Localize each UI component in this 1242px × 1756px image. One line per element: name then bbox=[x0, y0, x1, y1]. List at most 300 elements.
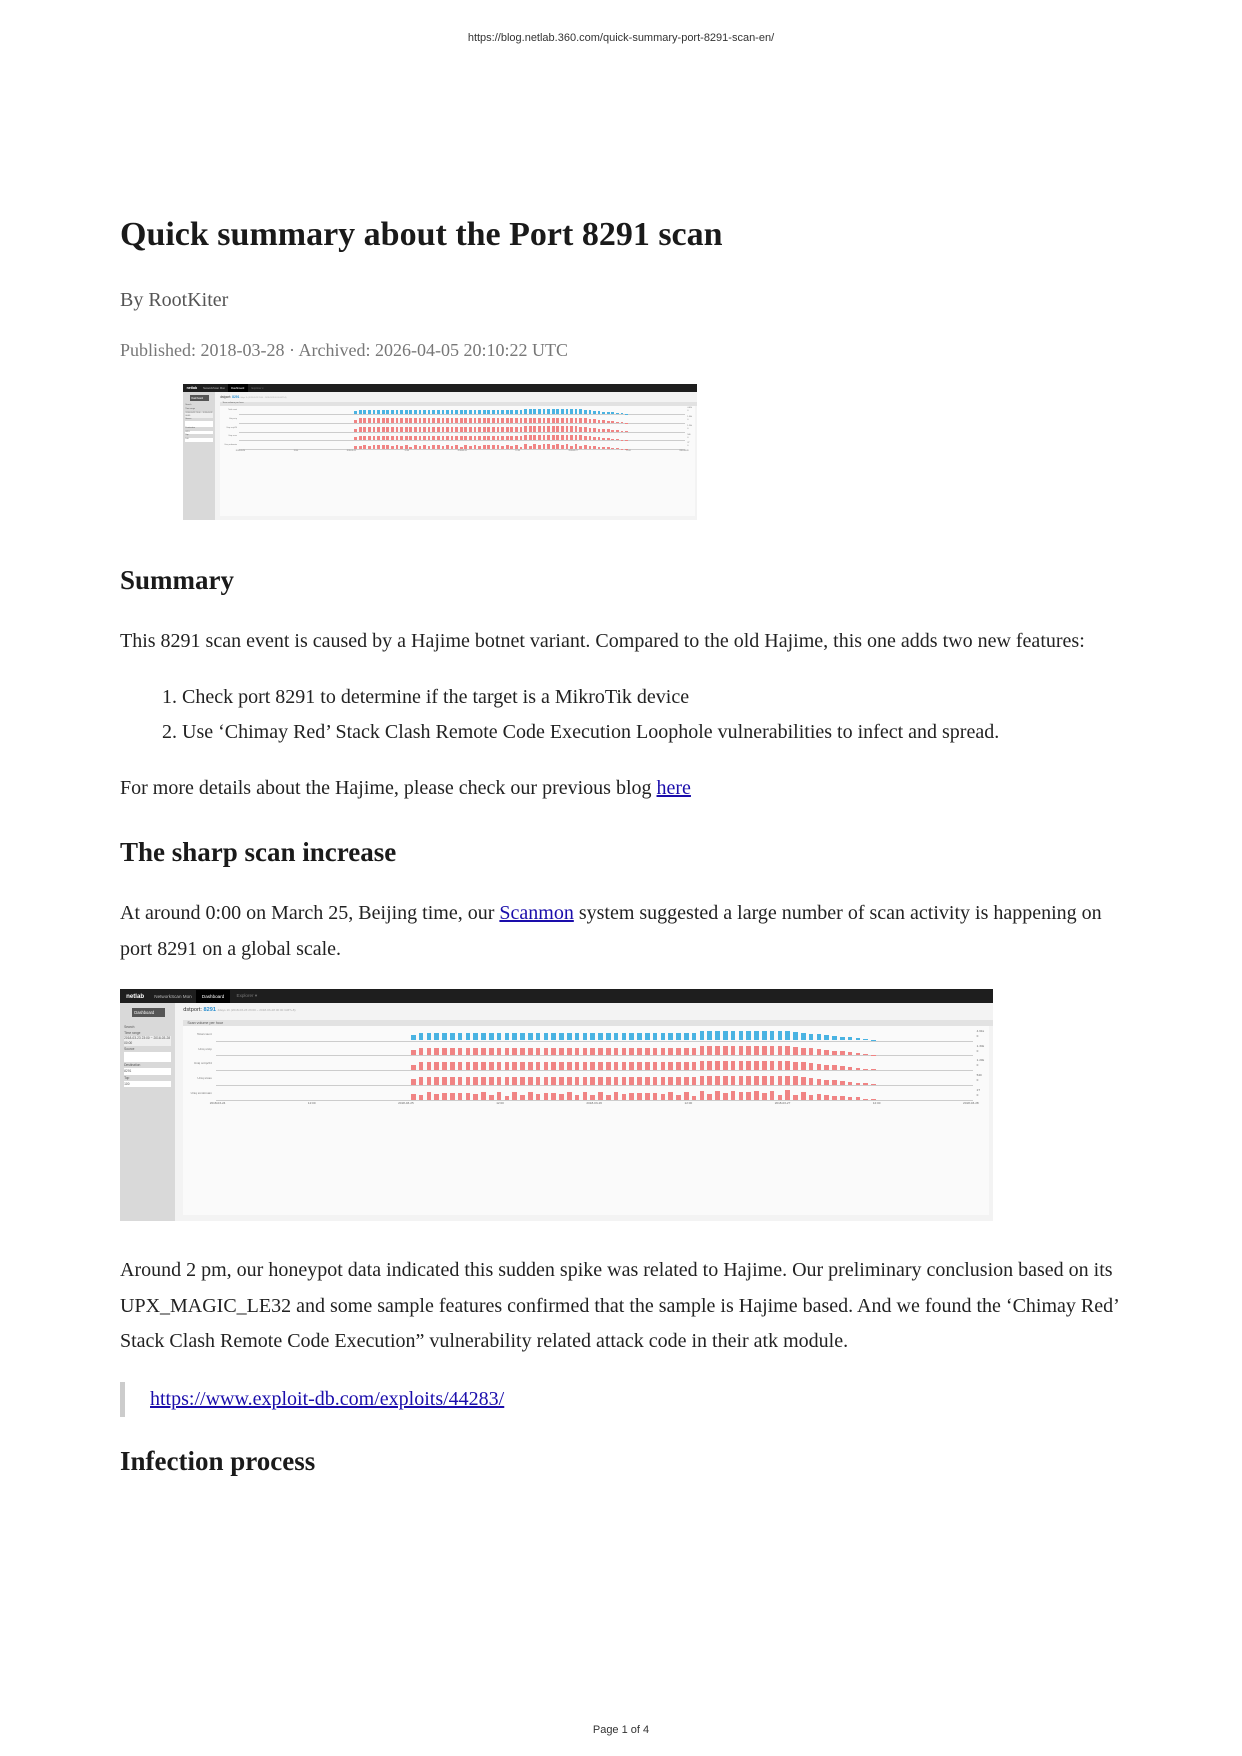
chart-bar bbox=[538, 426, 541, 431]
chart-bar bbox=[446, 418, 449, 423]
chart-bar bbox=[566, 409, 569, 414]
row-min: 0 bbox=[687, 436, 689, 439]
chart-bar bbox=[840, 1037, 845, 1041]
top-value: 100 bbox=[124, 1081, 171, 1087]
chart-bar bbox=[606, 1062, 611, 1070]
chart-bar bbox=[793, 1062, 798, 1070]
chart-bar bbox=[778, 1031, 783, 1040]
chart-bar bbox=[528, 1033, 533, 1041]
chart-bar bbox=[614, 1048, 619, 1056]
chart-bar bbox=[715, 1061, 720, 1070]
chart-bar bbox=[474, 436, 477, 441]
chart-bar bbox=[528, 1092, 533, 1099]
chart-bar bbox=[653, 1077, 658, 1085]
chart-bar bbox=[510, 446, 513, 449]
chart-bar bbox=[584, 427, 587, 432]
row-label: Uniq srcip bbox=[228, 417, 237, 420]
chart-bar bbox=[593, 411, 596, 415]
chart-bar bbox=[505, 1096, 510, 1100]
chart-bar bbox=[762, 1046, 767, 1055]
chart-bar bbox=[446, 436, 449, 441]
chart-bar bbox=[715, 1091, 720, 1100]
chart-bar bbox=[427, 1048, 432, 1056]
chart-bar bbox=[848, 1052, 853, 1055]
chart-bar bbox=[700, 1091, 705, 1100]
chart-bar bbox=[778, 1061, 783, 1070]
chart-bar bbox=[544, 1093, 549, 1100]
row-min: 0 bbox=[687, 427, 689, 430]
chart-bar bbox=[871, 1040, 876, 1041]
page-url: https://blog.netlab.360.com/quick-summary-port-8291-scan-en/ bbox=[467, 32, 775, 44]
chart-bar bbox=[570, 435, 573, 440]
chart-bar bbox=[489, 1095, 494, 1100]
chart-bar bbox=[538, 445, 541, 449]
chart-bar bbox=[464, 410, 467, 415]
chart-bar bbox=[778, 1076, 783, 1085]
chart-bar bbox=[359, 410, 362, 415]
chart-bar bbox=[437, 445, 440, 449]
chart-bar bbox=[512, 1048, 517, 1056]
chart-bar bbox=[505, 1062, 510, 1070]
chart-bar bbox=[746, 1076, 751, 1085]
chart-bar bbox=[520, 1077, 525, 1085]
chart-bar bbox=[559, 1094, 564, 1100]
chart-bar bbox=[723, 1093, 728, 1100]
chart-bar bbox=[566, 435, 569, 440]
chart-bar bbox=[515, 418, 518, 423]
chart-bar bbox=[538, 418, 541, 423]
chart-bar bbox=[396, 436, 399, 441]
chart-bar bbox=[391, 427, 394, 432]
chart-bar bbox=[614, 1077, 619, 1085]
chart-bar bbox=[809, 1063, 814, 1070]
chart-bar bbox=[411, 1079, 416, 1084]
chart-bar bbox=[621, 431, 624, 432]
chart-bar bbox=[363, 427, 366, 432]
chart-bar bbox=[552, 426, 555, 431]
chart-bar bbox=[793, 1032, 798, 1040]
destination-value: 8291 bbox=[124, 1068, 171, 1074]
chart-bar bbox=[478, 446, 481, 449]
chart-bar bbox=[785, 1046, 790, 1055]
row-max: 1.34k bbox=[687, 416, 692, 419]
chart-bar bbox=[405, 418, 408, 423]
chart-bar bbox=[824, 1050, 829, 1055]
chart-bar bbox=[801, 1092, 806, 1100]
chart-bar bbox=[583, 1062, 588, 1070]
top-label: Top bbox=[185, 434, 189, 437]
chart-bar bbox=[512, 1062, 517, 1070]
chart-bar bbox=[520, 427, 523, 432]
chart-bar bbox=[590, 1033, 595, 1041]
x-tick: 2018-03-27 bbox=[774, 1100, 791, 1105]
chart-bar bbox=[506, 418, 509, 423]
row-label: Total count bbox=[228, 409, 237, 412]
chart-bar bbox=[411, 1050, 416, 1055]
chart-bar bbox=[497, 427, 500, 432]
chart-bar bbox=[559, 1062, 564, 1070]
chart-bar bbox=[575, 418, 578, 423]
chart-bar bbox=[359, 446, 362, 449]
chart-bar bbox=[607, 438, 610, 440]
chart-bar bbox=[559, 1077, 564, 1085]
chart-bar bbox=[391, 436, 394, 441]
row-max: 1.20k bbox=[976, 1058, 985, 1063]
x-tick: 2018-03-27 bbox=[568, 449, 578, 452]
chart-bar bbox=[637, 1062, 642, 1070]
chart-bar bbox=[455, 418, 458, 423]
chart-bar bbox=[442, 436, 445, 441]
chart-bar bbox=[363, 436, 366, 441]
chart-bar bbox=[506, 427, 509, 432]
row-max: 540 bbox=[976, 1073, 982, 1078]
chart-bar bbox=[561, 426, 564, 431]
chart-bar bbox=[832, 1051, 837, 1056]
features-list bbox=[120, 680, 1120, 751]
chart-bar bbox=[611, 421, 614, 423]
chart-bar bbox=[451, 446, 454, 449]
chart-bar bbox=[579, 409, 582, 414]
chart-bar bbox=[606, 1095, 611, 1100]
chart-bar bbox=[707, 1061, 712, 1070]
chart-bar bbox=[419, 446, 422, 449]
chart-bar bbox=[575, 1048, 580, 1056]
chart-bar bbox=[386, 410, 389, 415]
chart-bar bbox=[432, 436, 435, 441]
chart-bar bbox=[473, 1077, 478, 1085]
chart-bar bbox=[524, 435, 527, 440]
chart-bar bbox=[533, 426, 536, 431]
chart-bar bbox=[700, 1061, 705, 1070]
chart-bar bbox=[575, 1077, 580, 1085]
x-axis-ticks bbox=[236, 450, 689, 452]
chart-bar bbox=[824, 1035, 829, 1040]
chart-bar bbox=[614, 1033, 619, 1041]
article-title: Quick summary about the Port 8291 scan bbox=[120, 216, 723, 253]
feature-item: 2. Use ‘Chimay Red’ Stack Clash Remote Code Execution Loophole vulnerabilities to infect and spread. bbox=[182, 715, 1120, 751]
chart-bar bbox=[551, 1048, 556, 1056]
chart-bar bbox=[400, 436, 403, 441]
chart-bar bbox=[497, 1077, 502, 1085]
chart-bar bbox=[423, 410, 426, 415]
chart-bar bbox=[801, 1077, 806, 1085]
netlab-logo: netlab bbox=[126, 992, 145, 1000]
chart-bar bbox=[616, 422, 619, 423]
chart-bar bbox=[520, 410, 523, 415]
chart-bar bbox=[579, 427, 582, 432]
chart-bar bbox=[731, 1061, 736, 1070]
title-prefix: dstport: bbox=[183, 1007, 204, 1014]
chart-bar bbox=[544, 1062, 549, 1070]
chart-bar bbox=[451, 418, 454, 423]
x-axis-ticks bbox=[210, 1101, 979, 1105]
nav-dashboard: Dashboard bbox=[196, 990, 231, 1003]
chart-bar bbox=[583, 1077, 588, 1085]
chart-bar bbox=[848, 1082, 853, 1085]
chart-bar bbox=[501, 427, 504, 432]
chart-bar bbox=[593, 428, 596, 432]
chart-bar bbox=[469, 446, 472, 449]
chart-bar bbox=[474, 418, 477, 423]
chart-bar bbox=[593, 437, 596, 441]
byline: By RootKiter bbox=[120, 289, 229, 311]
chart-bar bbox=[637, 1077, 642, 1085]
chart-bar bbox=[520, 1062, 525, 1070]
chart-bar bbox=[497, 1048, 502, 1056]
chart-bar bbox=[489, 1077, 494, 1085]
x-tick: 2018-03-28 bbox=[963, 1100, 979, 1105]
chart-bar bbox=[817, 1094, 822, 1100]
chart-bar bbox=[584, 410, 587, 415]
chart-bar bbox=[561, 418, 564, 423]
chart-bar bbox=[770, 1091, 775, 1100]
back-dashboard-button: Dashboard bbox=[132, 1008, 165, 1017]
chart-bar bbox=[382, 436, 385, 441]
chart-bar bbox=[483, 445, 486, 449]
chart-bar bbox=[396, 445, 399, 449]
chart-bar bbox=[377, 436, 380, 441]
chart-bar bbox=[437, 410, 440, 415]
chart-bar bbox=[501, 436, 504, 441]
chart-bar bbox=[524, 418, 527, 423]
chart-bar bbox=[505, 1048, 510, 1056]
chart-bar bbox=[423, 445, 426, 449]
chart-bar bbox=[419, 1095, 424, 1100]
chart-bar bbox=[455, 427, 458, 432]
destination-label: Destination bbox=[124, 1063, 141, 1068]
chart-bar bbox=[556, 409, 559, 414]
chart-bar bbox=[363, 410, 366, 415]
chart-bar bbox=[575, 1095, 580, 1100]
chart-bar bbox=[487, 410, 490, 415]
x-tick: 2018-03-24 bbox=[209, 1100, 226, 1105]
row-label: Total count bbox=[197, 1031, 212, 1036]
chart-bar bbox=[533, 418, 536, 423]
chart-bar bbox=[510, 418, 513, 423]
chart-bar bbox=[483, 410, 486, 415]
chart-bar bbox=[487, 418, 490, 423]
chart-bar bbox=[661, 1077, 666, 1085]
chart-bar bbox=[739, 1092, 744, 1100]
chart-bar bbox=[598, 437, 601, 440]
here-link[interactable]: here bbox=[656, 776, 691, 799]
chart-bar bbox=[746, 1092, 751, 1099]
page-number: Page 1 of 4 bbox=[592, 1724, 650, 1736]
chart-bar bbox=[473, 1094, 478, 1100]
row-min: 0 bbox=[687, 419, 689, 422]
chart-bar bbox=[739, 1061, 744, 1070]
chart-bar bbox=[668, 1062, 673, 1070]
source-label: Source bbox=[124, 1046, 135, 1051]
row-label: Uniq srcip bbox=[198, 1046, 212, 1051]
chart-bar bbox=[731, 1091, 736, 1099]
chart-bar bbox=[645, 1048, 650, 1056]
chart-bar bbox=[598, 447, 601, 450]
chart-bar bbox=[515, 410, 518, 415]
chart-bar bbox=[455, 436, 458, 441]
chart-bar bbox=[382, 445, 385, 449]
chart-bar bbox=[409, 436, 412, 441]
chart-bar bbox=[566, 444, 569, 449]
chart-bar bbox=[551, 1077, 556, 1085]
chart-bar bbox=[598, 429, 601, 432]
chart-bar bbox=[458, 1048, 463, 1056]
chart-bar bbox=[442, 446, 445, 450]
chart-bar bbox=[432, 445, 435, 449]
chart-bar bbox=[559, 1033, 564, 1041]
search-label: Search bbox=[124, 1024, 135, 1029]
chart-bar bbox=[622, 1033, 627, 1041]
scanmon-screenshot-small bbox=[183, 384, 697, 520]
chart-bar bbox=[419, 410, 422, 415]
chart-bar bbox=[377, 445, 380, 449]
chart-bar bbox=[478, 410, 481, 415]
chart-bar bbox=[723, 1031, 728, 1040]
chart-bar bbox=[469, 436, 472, 441]
time-range-label: Time range bbox=[124, 1030, 141, 1035]
chart-bar bbox=[856, 1053, 861, 1055]
x-tick: 12:00 bbox=[307, 1100, 316, 1105]
chart-bar bbox=[510, 410, 513, 415]
chart-bar bbox=[442, 1093, 447, 1100]
chart-bar bbox=[466, 1062, 471, 1070]
chart-bar bbox=[570, 446, 573, 449]
exploit-db-link[interactable]: https://www.exploit-db.com/exploits/44283/ bbox=[150, 1387, 505, 1410]
summary-heading: Summary bbox=[120, 565, 234, 595]
more-details-text: For more details about the Hajime, please check our previous blog bbox=[120, 776, 657, 799]
chart-bar bbox=[437, 436, 440, 441]
chart-bar bbox=[533, 409, 536, 414]
chart-bar bbox=[579, 418, 582, 423]
chart-bar bbox=[427, 1092, 432, 1100]
row-max: 540 bbox=[687, 433, 691, 436]
chart-bar bbox=[481, 1033, 486, 1041]
scanmon-screenshot bbox=[120, 989, 993, 1221]
chart-bar bbox=[762, 1031, 767, 1040]
chart-bar bbox=[543, 426, 546, 431]
chart-bar bbox=[863, 1039, 868, 1041]
nav-dashboard: Dashboard bbox=[228, 384, 248, 392]
row-min: 0 bbox=[976, 1048, 979, 1053]
chart-bar bbox=[817, 1064, 822, 1070]
chart-bar bbox=[446, 427, 449, 432]
chart-bar bbox=[622, 1094, 627, 1100]
chart-bar bbox=[529, 418, 532, 423]
chart-bar bbox=[506, 436, 509, 441]
chart-bar bbox=[731, 1046, 736, 1055]
chart-bar bbox=[524, 444, 527, 449]
scanmon-link[interactable]: Scanmon bbox=[499, 902, 574, 924]
chart-bar bbox=[536, 1048, 541, 1056]
chart-bar bbox=[400, 410, 403, 415]
chart-bar bbox=[481, 1048, 486, 1056]
chart-bar bbox=[492, 410, 495, 415]
chart-bar bbox=[583, 1092, 588, 1100]
chart-bar bbox=[419, 1062, 424, 1070]
chart-bar bbox=[423, 418, 426, 423]
chart-bar bbox=[570, 426, 573, 431]
chart-bar bbox=[707, 1094, 712, 1100]
chart-bar bbox=[653, 1093, 658, 1100]
x-tick: 2018-03-26 bbox=[457, 449, 467, 452]
chart-bar bbox=[817, 1049, 822, 1055]
chart-bar bbox=[589, 419, 592, 423]
scan-text: At around 0:00 on March 25, Beijing time, our bbox=[120, 902, 500, 924]
chart-bar bbox=[871, 1055, 876, 1056]
chart-bar bbox=[621, 413, 624, 414]
chart-bar bbox=[863, 1054, 868, 1056]
chart-bar bbox=[715, 1046, 720, 1055]
chart-bar bbox=[547, 409, 550, 414]
chart-bar bbox=[645, 1033, 650, 1041]
chart-bar bbox=[427, 1033, 432, 1041]
row-label: Uniq srcas bbox=[197, 1076, 212, 1081]
chart-bar bbox=[746, 1061, 751, 1070]
chart-bar bbox=[543, 435, 546, 440]
chart-bar bbox=[428, 436, 431, 441]
chart-bar bbox=[848, 1097, 853, 1099]
chart-bar bbox=[409, 418, 412, 423]
chart-bar bbox=[450, 1077, 455, 1085]
chart-bar bbox=[377, 427, 380, 432]
chart-bar bbox=[434, 1077, 439, 1085]
x-tick: 12:00 bbox=[515, 449, 520, 452]
chart-bar bbox=[466, 1033, 471, 1041]
chart-bar bbox=[584, 445, 587, 449]
chart-bar bbox=[616, 439, 619, 440]
chart-bar bbox=[602, 420, 605, 423]
chart-bar bbox=[629, 1062, 634, 1070]
chart-bar bbox=[575, 426, 578, 431]
chart-bar bbox=[458, 1033, 463, 1041]
chart-bar bbox=[583, 1033, 588, 1041]
chart-bar bbox=[520, 1033, 525, 1041]
chart-bar bbox=[469, 410, 472, 415]
chart-bar bbox=[552, 409, 555, 414]
title-port: 8291 bbox=[232, 394, 240, 399]
chart-bar bbox=[487, 427, 490, 432]
chart-bar bbox=[489, 1033, 494, 1041]
chart-bar bbox=[692, 1048, 697, 1056]
chart-bar bbox=[455, 410, 458, 415]
chart-bar bbox=[590, 1048, 595, 1056]
chart-bar bbox=[559, 1048, 564, 1056]
app-name: NetworkScan Mon bbox=[154, 993, 192, 999]
chart-bar bbox=[801, 1062, 806, 1070]
chart-bar bbox=[419, 427, 422, 432]
chart-bar bbox=[754, 1076, 759, 1085]
chart-bar bbox=[547, 418, 550, 423]
chart-bar bbox=[432, 410, 435, 415]
chart-bar bbox=[645, 1077, 650, 1085]
dashboard-sidebar bbox=[120, 1003, 175, 1221]
chart-bar bbox=[464, 436, 467, 441]
chart-bar bbox=[785, 1061, 790, 1070]
chart-bar bbox=[451, 427, 454, 432]
chart-bar bbox=[840, 1081, 845, 1085]
chart-bar bbox=[400, 427, 403, 432]
chart-bar bbox=[544, 1077, 549, 1085]
chart-bar bbox=[368, 446, 371, 449]
chart-bar bbox=[567, 1092, 572, 1099]
chart-bar bbox=[824, 1095, 829, 1099]
chart-bar bbox=[446, 445, 449, 449]
chart-bar bbox=[450, 1093, 455, 1099]
chart-bar bbox=[391, 446, 394, 449]
chart-bar bbox=[770, 1061, 775, 1070]
chart-bar bbox=[363, 418, 366, 423]
row-min: 0 bbox=[687, 410, 689, 413]
